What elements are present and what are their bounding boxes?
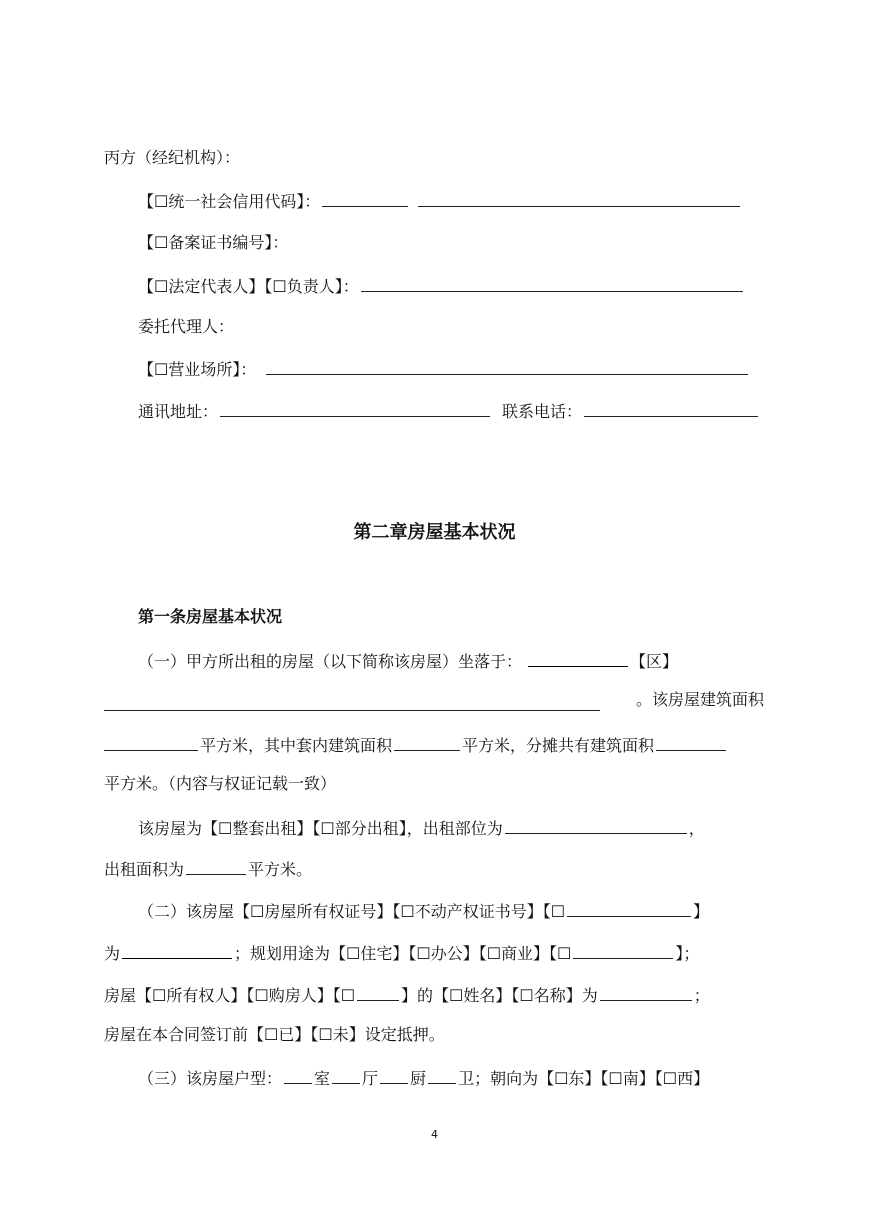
rent-area-unit: 平方米。 bbox=[248, 860, 313, 879]
business-place-row bbox=[138, 357, 750, 381]
chapter-title: 第二章房屋基本状况 bbox=[353, 522, 516, 543]
credit-code-label: 【☐统一社会信用代码】： bbox=[138, 192, 321, 211]
clause1-line5 bbox=[138, 816, 705, 840]
layout-label: （三）该房屋户型： bbox=[138, 1069, 283, 1088]
page-number: 4 bbox=[431, 1128, 438, 1141]
owner-name-label: 】的【☐姓名】【☐名称】为 bbox=[401, 986, 598, 1005]
rent-area-label: 出租面积为 bbox=[104, 860, 185, 879]
usage-label: ；规划用途为【☐住宅】【☐办公】【☐商业】【☐ bbox=[234, 944, 572, 963]
hall-blank[interactable] bbox=[332, 1066, 360, 1084]
owner-name-blank[interactable] bbox=[600, 983, 692, 1001]
credit-code-blank-1[interactable] bbox=[322, 189, 408, 207]
party-c-heading: 丙方（经纪机构）： bbox=[104, 148, 241, 167]
cert-type-label: （二）该房屋【☐房屋所有权证号】【☐不动产权证书号】【☐ bbox=[138, 902, 566, 921]
contact-row bbox=[138, 399, 760, 423]
kitchen-unit: 厨 bbox=[410, 1069, 427, 1088]
cert-other-blank[interactable] bbox=[567, 899, 691, 917]
location-label: （一）甲方所出租的房屋（以下简称该房屋）坐落于： bbox=[138, 652, 523, 671]
owner-type-label: 房屋【☐所有权人】【☐购房人】【☐ bbox=[104, 986, 356, 1005]
clause2-line3 bbox=[104, 983, 710, 1007]
cert-number-prefix: 为 bbox=[104, 944, 121, 963]
representative-row bbox=[138, 274, 745, 298]
room-blank[interactable] bbox=[284, 1066, 312, 1084]
filing-cert-label: 【☐备案证书编号】： bbox=[138, 233, 289, 252]
shared-area-blank[interactable] bbox=[656, 733, 726, 751]
agent-label: 委托代理人： bbox=[138, 317, 235, 336]
representative-label: 【☐法定代表人】【☐负责人】： bbox=[138, 277, 359, 296]
rent-type-label: 该房屋为【☐整套出租】【☐部分出租】，出租部位为 bbox=[138, 819, 503, 838]
rent-part-blank[interactable] bbox=[505, 816, 687, 834]
room-unit: 室 bbox=[314, 1069, 331, 1088]
clause2-line1 bbox=[138, 899, 709, 923]
kitchen-blank[interactable] bbox=[380, 1066, 408, 1084]
shared-area-label: 平方米，分摊共有建筑面积 bbox=[462, 736, 655, 755]
address-label: 通讯地址： bbox=[138, 402, 219, 421]
clause1-line3 bbox=[104, 733, 728, 757]
article-title: 第一条房屋基本状况 bbox=[138, 607, 283, 626]
inner-area-label: 平方米，其中套内建筑面积 bbox=[200, 736, 393, 755]
inner-area-blank[interactable] bbox=[394, 733, 460, 751]
usage-other-close: 】； bbox=[675, 944, 700, 963]
phone-label: 联系电话： bbox=[502, 402, 583, 421]
cert-other-close: 】 bbox=[693, 902, 710, 921]
building-area-label: 。该房屋建筑面积 bbox=[635, 690, 764, 709]
building-area-blank[interactable] bbox=[104, 733, 198, 751]
address-blank[interactable] bbox=[220, 399, 490, 417]
clause1-line6 bbox=[104, 857, 312, 881]
rent-part-suffix: ， bbox=[688, 819, 705, 838]
district-label: 【区】 bbox=[630, 652, 679, 671]
hall-unit: 厅 bbox=[362, 1069, 379, 1088]
orientation-label: 卫；朝向为【☐东】【☐南】【☐西】 bbox=[458, 1069, 710, 1088]
phone-blank[interactable] bbox=[584, 399, 758, 417]
clause2-line4: 房屋在本合同签订前【☐已】【☐未】设定抵押。 bbox=[104, 1025, 445, 1044]
business-place-label: 【☐营业场所】： bbox=[138, 360, 257, 379]
clause1-line4: 平方米。（内容与权证记载一致） bbox=[104, 774, 337, 793]
district-blank[interactable] bbox=[104, 693, 600, 711]
cert-number-blank[interactable] bbox=[122, 941, 232, 959]
credit-code-row bbox=[138, 189, 742, 213]
bath-blank[interactable] bbox=[428, 1066, 456, 1084]
rent-area-blank[interactable] bbox=[186, 857, 246, 875]
owner-name-suffix: ； bbox=[693, 986, 710, 1005]
representative-blank[interactable] bbox=[361, 274, 743, 292]
clause2-line2 bbox=[104, 941, 699, 965]
owner-other-blank[interactable] bbox=[357, 983, 399, 1001]
usage-other-blank[interactable] bbox=[573, 941, 673, 959]
clause3-line1 bbox=[138, 1066, 709, 1090]
credit-code-blank-2[interactable] bbox=[418, 189, 740, 207]
location-blank[interactable] bbox=[528, 649, 628, 667]
clause1-line2 bbox=[104, 689, 764, 711]
clause1-line1 bbox=[138, 649, 678, 673]
business-place-blank[interactable] bbox=[266, 357, 748, 375]
